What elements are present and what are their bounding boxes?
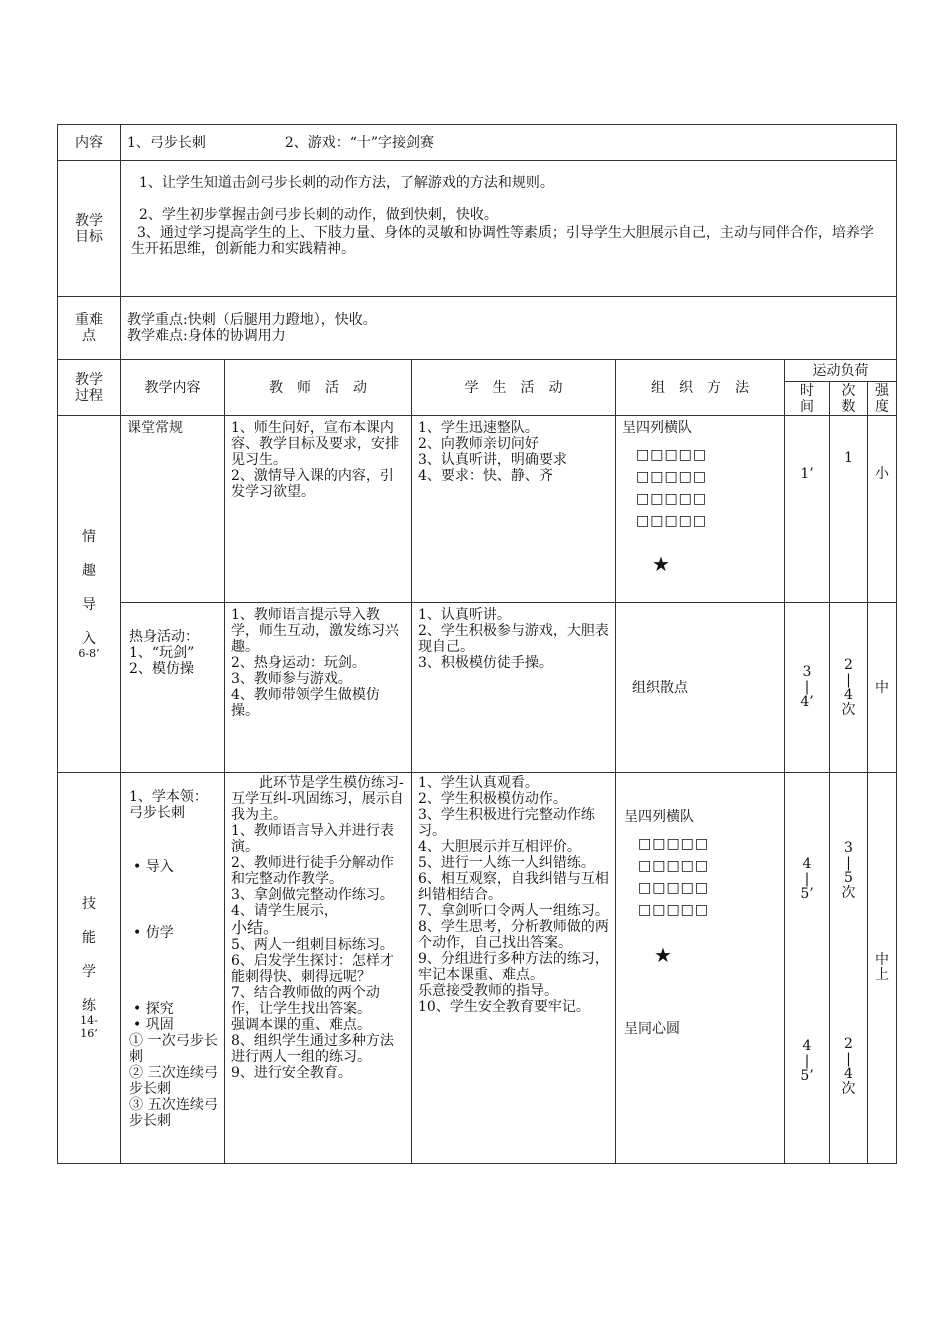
section2-label: 技 能 学 练 14- 16’ [58, 773, 121, 1164]
header-student: 学 生 活 动 [412, 360, 616, 416]
formation-title: 呈四列横队 [622, 420, 692, 436]
section2-duration: 14- [80, 1014, 98, 1027]
section1-organize [616, 416, 785, 603]
section2-time: 4 | 5’ 4 | 5’ [785, 773, 830, 1164]
section1-warmup-count: 2 | 4 次 [830, 603, 868, 773]
goal-item: 1、让学生知道击剑弓步长刺的动作方法，了解游戏的方法和规则。 [139, 175, 554, 191]
section1-label: 情 趣 导 入 6-8’ [58, 416, 121, 773]
teaching-focus: 教学重点:快刺（后腿用力蹬地），快收。 [127, 312, 377, 328]
teaching-difficulty: 教学难点:身体的协调用力 [127, 328, 286, 344]
section1-row2 [58, 603, 897, 773]
section1-student: 1、学生迅速整队。 2、向教师亲切问好 3、认真听讲，明确要求 4、要求：快、静、齐 [412, 416, 616, 603]
section2-student: 1、学生认真观看。 2、学生积极模仿动作。 3、学生积极进行完整动作练习。 4、大胆展示并互相评价。 5、进行一人练一人纠错练。 6、相互观察，自我纠错与互相纠错相结合。 7、拿剑听口令两人一组练习。 8、学生思考，分析教师做的两个动作，自己找出答案。 9、分组进行多种方法的练习，牢记本课重、难点。 乐意接受教师的指导。 10、学生安全教育要牢记。 [412, 773, 616, 1164]
section2-intensity: 中 上 [868, 773, 897, 1164]
header-load: 运动负荷 [785, 360, 897, 382]
formation-grid: □□□□□ □□□□□ □□□□□ □□□□□ [636, 447, 708, 529]
goals-label: 教学 目标 [58, 161, 121, 297]
section1-teacher: 1、师生问好，宣布本课内容、教学目标及要求，安排见习生。 2、激情导入课的内容，引发学习欲望。 [225, 416, 412, 603]
key-points-label: 重难 点 [58, 297, 121, 360]
section1-content: 课堂常规 [121, 416, 225, 603]
section1-intensity: 小 [868, 416, 897, 603]
section1-warmup-intensity: 中 [868, 603, 897, 773]
section1-duration: 6-8’ [78, 646, 100, 660]
section1-row1 [58, 416, 897, 603]
key-points-cell [121, 297, 897, 360]
section2-row [58, 773, 897, 1164]
teacher-star-icon: ★ [652, 552, 670, 576]
content-label: 内容 [58, 125, 121, 161]
section1-count: 1 [830, 416, 868, 603]
content-item-2: 2、游戏：“十”字接剑赛 [284, 134, 435, 151]
section2-count: 3 | 5 次 2 | 4 次 [830, 773, 868, 1164]
header-process: 教学 过程 [58, 360, 121, 416]
teacher-star-icon: ★ [654, 943, 672, 967]
goals-row [58, 161, 897, 297]
content-item-1: 1、弓步长刺 [127, 134, 206, 151]
formation-title: 呈四列横队 [624, 809, 694, 825]
goal-item: 2、学生初步掌握击剑弓步长刺的动作，做到快刺，快收。 [139, 207, 498, 223]
goal-item: 3、通过学习提高学生的上、下肢力量、身体的灵敏和协调性等素质；引导学生大胆展示自己，主动与同伴合作，培养学生开拓思维，创新能力和实践精神。 [131, 225, 874, 257]
key-points-row [58, 297, 897, 360]
section2-content: 1、学本领： 弓步长刺 • 导入 • 仿学 • 探究 • 巩固 ① 一次弓步长刺 ② 三次连续弓步长刺 ③ 五次连续弓步长刺 [121, 773, 225, 1164]
content-row [58, 125, 897, 161]
section1-time: 1’ [785, 416, 830, 603]
section1-warmup-student: 1、认真听讲。 2、学生积极参与游戏，大胆表现自己。 3、积极模仿徒手操。 [412, 603, 616, 773]
section2-teacher: 此环节是学生模仿练习-互学互纠-巩固练习，展示自我为主。 1、教师语言导入并进行表演。 2、教师进行徒手分解动作和完整动作教学。 3、拿剑做完整动作练习。 4、请学生展示， 小结。 5、两人一组刺目标练习。 6、启发学生探讨：怎样才能刺得快、刺得远呢？ 7、结合教师做的两个动作，让学生找出答案。 强调本课的重、难点。 8、组织学生通过多种方法进行两人一组的练习。 9、进行安全教育。 [225, 773, 412, 1164]
circle-formation-title: 呈同心圆 [624, 1021, 680, 1037]
section1-warmup-content: 热身活动： 1、“玩剑” 2、模仿操 [121, 603, 225, 773]
content-cell [121, 125, 897, 161]
header-row [58, 360, 897, 382]
section1-warmup-organize: 组织散点 [616, 603, 785, 773]
header-intensity: 强 度 [868, 382, 897, 416]
header-count: 次 数 [830, 382, 868, 416]
header-time: 时 间 [785, 382, 830, 416]
header-organize: 组 织 方 法 [616, 360, 785, 416]
header-teacher: 教 师 活 动 [225, 360, 412, 416]
section1-warmup-teacher: 1、教师语言提示导入教学，师生互动，激发练习兴趣。 2、热身运动：玩剑。 3、教师参与游戏。 4、教师带领学生做模仿操。 [225, 603, 412, 773]
lesson-plan-table [57, 124, 897, 1164]
section2-organize [616, 773, 785, 1164]
formation-grid: □□□□□ □□□□□ □□□□□ □□□□□ [638, 836, 710, 918]
header-content: 教学内容 [121, 360, 225, 416]
section1-warmup-time: 3 | 4’ [785, 603, 830, 773]
goals-cell [121, 161, 897, 297]
